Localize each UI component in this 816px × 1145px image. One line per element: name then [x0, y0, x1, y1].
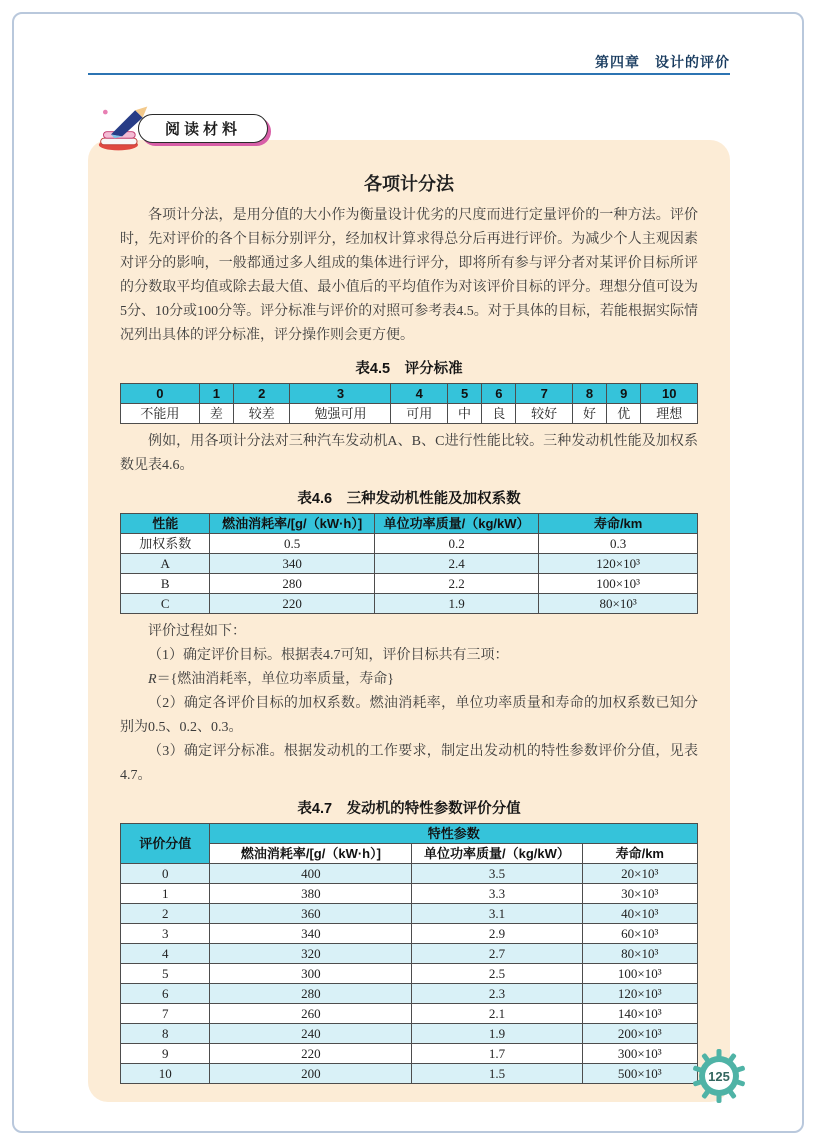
table-cell: 280: [210, 574, 374, 594]
header-cell: 4: [391, 384, 447, 404]
table-row: [121, 1024, 698, 1044]
chapter-header: 第四章 设计的评价: [595, 54, 730, 70]
table-row: [121, 864, 698, 884]
table-cell: 较好: [516, 404, 572, 424]
table-cell: 3: [121, 924, 210, 944]
header-cell: 10: [641, 384, 698, 404]
header-cell: 性能: [121, 514, 210, 534]
table-4-6: [120, 513, 698, 614]
table-row: [121, 924, 698, 944]
header-cell: 5: [447, 384, 481, 404]
paragraph-intro: 各项计分法，是用分值的大小作为衡量设计优劣的尺度而进行定量评价的一种方法。评价时，先对评价的各个目标分别评分，经加权计算求得总分后再进行评价。为减少个人主观因素对评分的影响，一般都通过多人组成的集体进行评分，即将所有参与评分者对某评价目标所评的分数取平均值或除去最大值、最小值后的平均值作为对该评价目标的评分。理想分值可设为5分、10分或100分等。评分标准与评价的对照可参考表4.5。对于具体的目标，若能根据实际情况列出具体的评分标准，评分操作则会更方便。: [120, 208, 698, 343]
table-cell: 120×10³: [539, 554, 698, 574]
header-cell: 燃油消耗率/[g/（kW·h）]: [210, 514, 374, 534]
table-cell: 240: [210, 1024, 412, 1044]
table-cell: 40×10³: [582, 904, 697, 924]
table-4-6-caption: 表4.6 三种发动机性能及加权系数: [297, 491, 521, 507]
table-cell: 300×10³: [582, 1044, 697, 1064]
table-cell: 300: [210, 964, 412, 984]
table-cell: 2: [121, 904, 210, 924]
table-row: [121, 984, 698, 1004]
table-cell: 500×10³: [582, 1064, 697, 1084]
table-row: [121, 1044, 698, 1064]
header-cell: 特性参数: [210, 824, 698, 844]
table-cell: 2.4: [374, 554, 538, 574]
table-cell: 200×10³: [582, 1024, 697, 1044]
table-row: [121, 824, 698, 844]
header-cell: 6: [482, 384, 516, 404]
table-cell: 差: [199, 404, 233, 424]
table-row: [121, 884, 698, 904]
table-cell: 0.2: [374, 534, 538, 554]
table-cell: 好: [572, 404, 606, 424]
table-cell: 8: [121, 1024, 210, 1044]
table-cell: 360: [210, 904, 412, 924]
table-4-5-caption: 表4.5 评分标准: [355, 361, 463, 377]
header-cell: 单位功率质量/（kg/kW）: [374, 514, 538, 534]
process-step-2: （2）确定各评价目标的加权系数。燃油消耗率，单位功率质量和寿命的加权系数已知分别为0.5、0.2、0.3。: [120, 696, 698, 735]
table-cell: 9: [121, 1044, 210, 1064]
table-cell: 340: [210, 924, 412, 944]
badge-label: 阅读材料: [138, 114, 268, 143]
table-cell: 100×10³: [539, 574, 698, 594]
table-cell: 5: [121, 964, 210, 984]
table-cell: 勉强可用: [290, 404, 391, 424]
header-divider: [88, 73, 730, 75]
table-cell: 400: [210, 864, 412, 884]
table-row: [121, 904, 698, 924]
table-row: [121, 1004, 698, 1024]
table-cell: 不能用: [121, 404, 200, 424]
table-cell: 6: [121, 984, 210, 1004]
table-row: [121, 534, 698, 554]
header-cell: 0: [121, 384, 200, 404]
formula-variable: R: [148, 672, 157, 687]
table-row: [121, 404, 698, 424]
formula-body: ＝{燃油消耗率，单位功率质量，寿命}: [156, 672, 395, 687]
header-cell: 寿命/km: [582, 844, 697, 864]
table-cell: 中: [447, 404, 481, 424]
header-cell: 9: [607, 384, 641, 404]
header-cell: 3: [290, 384, 391, 404]
table-cell: 0: [121, 864, 210, 884]
table-cell: 100×10³: [582, 964, 697, 984]
table-cell: 可用: [391, 404, 447, 424]
table-cell: 80×10³: [539, 594, 698, 614]
table-cell: 1: [121, 884, 210, 904]
process-step-1: （1）确定评价目标。根据表4.7可知，评价目标共有三项：: [148, 648, 509, 663]
header-cell: 2: [233, 384, 289, 404]
table-cell: 20×10³: [582, 864, 697, 884]
process-intro: 评价过程如下：: [148, 624, 246, 639]
table-cell: 3.1: [412, 904, 582, 924]
table-cell: 260: [210, 1004, 412, 1024]
table-cell: 4: [121, 944, 210, 964]
table-cell: 380: [210, 884, 412, 904]
table-cell: 1.9: [374, 594, 538, 614]
evaluation-formula: [120, 668, 698, 692]
section-title: 各项计分法: [364, 174, 454, 194]
table-cell: 120×10³: [582, 984, 697, 1004]
table-cell: 2.2: [374, 574, 538, 594]
table-cell: 3.5: [412, 864, 582, 884]
table-cell: 1.5: [412, 1064, 582, 1084]
header-cell: 寿命/km: [539, 514, 698, 534]
table-cell: 2.5: [412, 964, 582, 984]
table-cell: 2.9: [412, 924, 582, 944]
table-cell: C: [121, 594, 210, 614]
header-cell: 燃油消耗率/[g/（kW·h）]: [210, 844, 412, 864]
table-cell: B: [121, 574, 210, 594]
table-cell: 3.3: [412, 884, 582, 904]
table-row: [121, 594, 698, 614]
table-cell: 0.3: [539, 534, 698, 554]
table-cell: 7: [121, 1004, 210, 1024]
header-cell: 评价分值: [121, 824, 210, 864]
table-row: [121, 514, 698, 534]
table-cell: 2.1: [412, 1004, 582, 1024]
table-row: [121, 1064, 698, 1084]
table-cell: 2.7: [412, 944, 582, 964]
table-cell: 1.7: [412, 1044, 582, 1064]
table-cell: 10: [121, 1064, 210, 1084]
table-cell: 加权系数: [121, 534, 210, 554]
table-cell: 220: [210, 594, 374, 614]
table-cell: 2.3: [412, 984, 582, 1004]
header-cell: 单位功率质量/（kg/kW）: [412, 844, 582, 864]
table-cell: 1.9: [412, 1024, 582, 1044]
table-cell: 220: [210, 1044, 412, 1064]
table-cell: A: [121, 554, 210, 574]
table-cell: 60×10³: [582, 924, 697, 944]
paragraph-example: 例如，用各项计分法对三种汽车发动机A、B、C进行性能比较。三种发动机性能及加权系数见表4.6。: [120, 434, 698, 473]
table-cell: 优: [607, 404, 641, 424]
header-cell: 7: [516, 384, 572, 404]
reading-material-panel: [88, 121, 730, 1102]
table-row: [121, 944, 698, 964]
table-4-7: [120, 823, 698, 1084]
page-number-gear: [692, 1049, 746, 1103]
page-number: 125: [708, 1068, 730, 1084]
table-row: [121, 964, 698, 984]
table-4-5: [120, 383, 698, 424]
table-4-7-caption: 表4.7 发动机的特性参数评价分值: [297, 801, 521, 817]
table-cell: 理想: [641, 404, 698, 424]
table-cell: 140×10³: [582, 1004, 697, 1024]
table-cell: 30×10³: [582, 884, 697, 904]
table-cell: 340: [210, 554, 374, 574]
table-row: [121, 574, 698, 594]
table-row: [121, 554, 698, 574]
process-step-3: （3）确定评分标准。根据发动机的工作要求，制定出发动机的特性参数评价分值，见表4.7。: [120, 744, 698, 783]
header-cell: 8: [572, 384, 606, 404]
table-cell: 0.5: [210, 534, 374, 554]
table-cell: 200: [210, 1064, 412, 1084]
table-cell: 良: [482, 404, 516, 424]
table-cell: 80×10³: [582, 944, 697, 964]
table-cell: 较差: [233, 404, 289, 424]
header-cell: 1: [199, 384, 233, 404]
table-row: [121, 384, 698, 404]
table-cell: 320: [210, 944, 412, 964]
table-cell: 280: [210, 984, 412, 1004]
